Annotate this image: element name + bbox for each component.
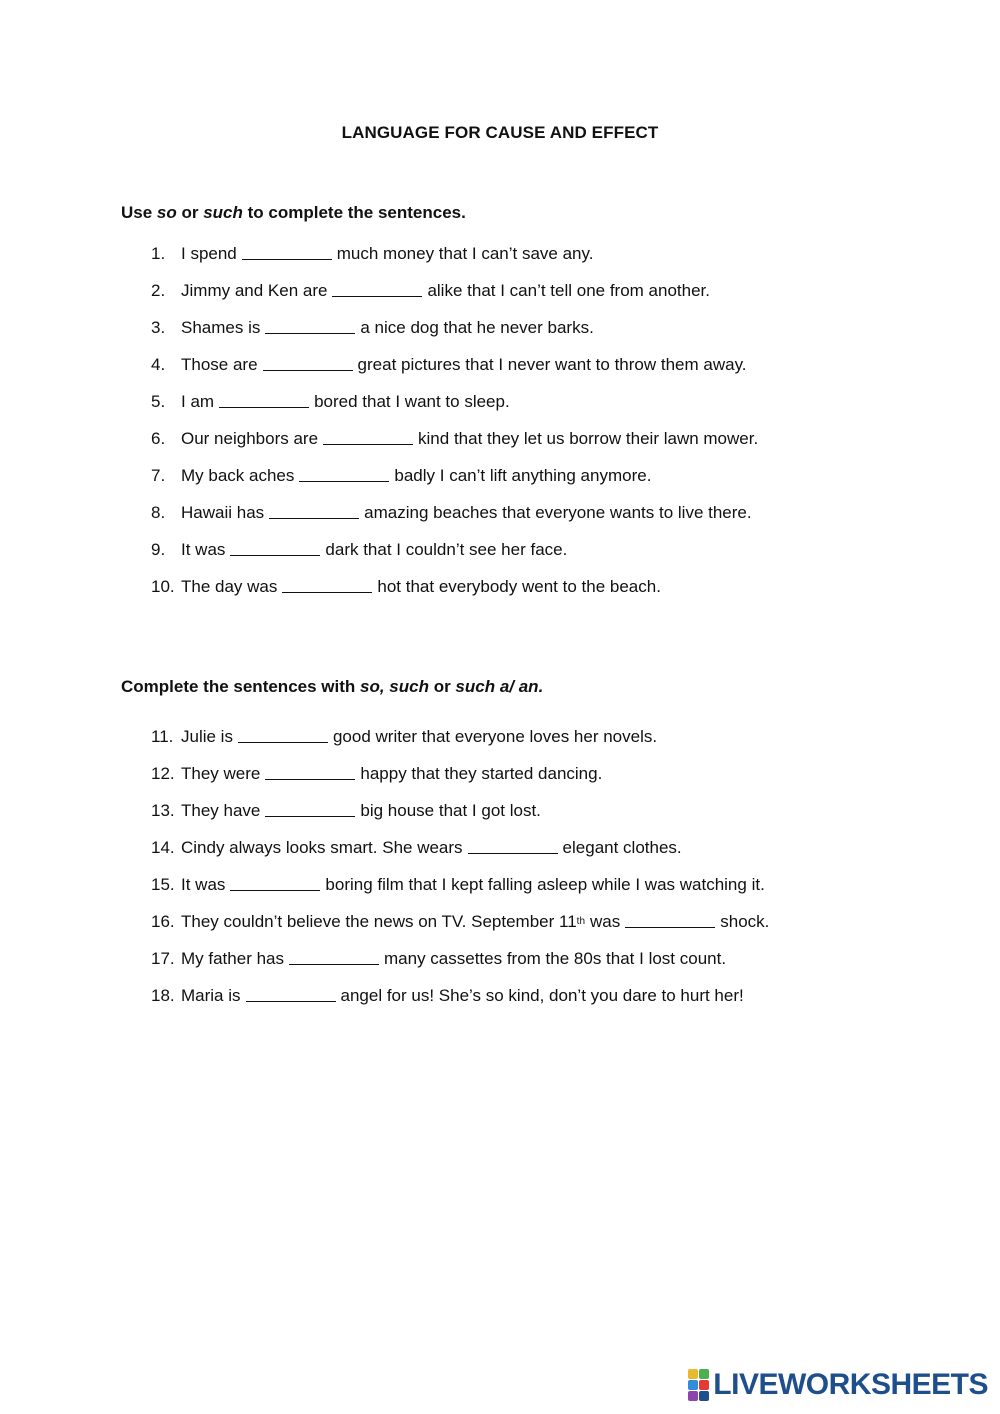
item-text-before: It was [181,540,226,559]
item-text-before: Cindy always looks smart. She wears [181,838,463,857]
exercise-item [151,764,769,801]
instruction-text: Complete the sentences with [121,677,360,696]
answer-blank[interactable] [323,429,413,445]
item-text-after: dark that I couldn’t see her face. [325,540,568,559]
answer-blank[interactable] [230,540,320,556]
item-text-before: Julie is [181,727,233,746]
section2-instruction [121,677,543,697]
instruction-keyword: such [203,203,243,222]
item-number: 2. [151,281,166,300]
item-text-before: It was [181,875,226,894]
answer-blank[interactable] [246,986,336,1002]
item-number: 17. [151,949,175,968]
item-text-after: good writer that everyone loves her novels. [332,727,658,746]
item-number: 14. [151,838,175,857]
instruction-text: or [176,203,204,222]
logo-blocks-icon [688,1369,709,1401]
item-number: 7. [151,466,166,485]
item-text-before: Jimmy and Ken are [181,281,328,300]
logo-block [688,1369,698,1379]
item-text-before: My back aches [181,466,295,485]
exercise-item [151,466,758,503]
item-number: 11. [151,727,174,746]
exercise-item [151,355,758,392]
item-text-before: Those are [181,355,258,374]
instruction-text: Use [121,203,157,222]
item-text-after: amazing beaches that everyone wants to live there. [364,503,752,522]
exercise-item [151,281,758,318]
item-text-after: shock. [720,912,770,931]
section2-exercise-list [151,727,769,1023]
section1-exercise-list [151,244,758,614]
answer-blank[interactable] [219,392,309,408]
item-text-before2: was [590,912,621,931]
answer-blank[interactable] [269,503,359,519]
liveworksheets-logo[interactable] [688,1368,988,1402]
logo-text: LIVEWORKSHEETS [713,1368,988,1401]
item-number: 12. [151,764,175,783]
exercise-item [151,912,769,949]
item-text-after: much money that I can’t save any. [336,244,594,263]
logo-block [688,1380,698,1390]
logo-block [699,1380,709,1390]
exercise-item [151,801,769,838]
section1-instruction [121,203,466,223]
item-text-after: big house that I got lost. [360,801,541,820]
answer-blank[interactable] [625,912,715,928]
item-text-after: boring film that I kept falling asleep while I was watching it. [325,875,765,894]
item-number: 13. [151,801,175,820]
item-text-after: badly I can’t lift anything anymore. [394,466,652,485]
item-superscript: th [576,916,586,927]
item-text-before: Shames is [181,318,261,337]
answer-blank[interactable] [265,318,355,334]
item-text-after: alike that I can’t tell one from another. [427,281,711,300]
item-text-before: I am [181,392,215,411]
item-text-before: My father has [181,949,284,968]
item-number: 16. [151,912,175,931]
answer-blank[interactable] [263,355,353,371]
item-text-after: kind that they let us borrow their lawn mower. [418,429,759,448]
exercise-item [151,875,769,912]
answer-blank[interactable] [282,577,372,593]
item-number: 10. [151,577,175,596]
item-text-before: They were [181,764,261,783]
item-text-after: angel for us! She’s so kind, don’t you dare to hurt her! [340,986,744,1005]
logo-block [699,1391,709,1401]
item-text-after: bored that I want to sleep. [314,392,510,411]
item-number: 9. [151,540,166,559]
instruction-keyword: so, such [360,677,429,696]
instruction-text: or [428,677,456,696]
item-number: 18. [151,986,175,1005]
item-text-after: a nice dog that he never barks. [360,318,594,337]
exercise-item [151,392,758,429]
exercise-item [151,986,769,1023]
answer-blank[interactable] [242,244,332,260]
item-text-before: They have [181,801,261,820]
item-text-after: hot that everybody went to the beach. [377,577,661,596]
answer-blank[interactable] [265,764,355,780]
item-number: 6. [151,429,166,448]
item-text-before: I spend [181,244,237,263]
item-number: 4. [151,355,166,374]
item-number: 1. [151,244,166,263]
logo-block [688,1391,698,1401]
exercise-item [151,244,758,281]
exercise-item [151,540,758,577]
item-number: 15. [151,875,175,894]
exercise-item [151,503,758,540]
instruction-text: to complete the sentences. [242,203,466,222]
answer-blank[interactable] [289,949,379,965]
item-text-after: elegant clothes. [562,838,682,857]
exercise-item [151,838,769,875]
item-text-before: Our neighbors are [181,429,319,448]
logo-block [699,1369,709,1379]
item-text-before: They couldn’t believe the news on TV. September 11 [181,912,577,931]
instruction-keyword: such a/ an. [455,677,544,696]
item-number: 8. [151,503,166,522]
item-text-before: Maria is [181,986,241,1005]
exercise-item [151,727,769,764]
item-number: 5. [151,392,166,411]
worksheet-title: LANGUAGE FOR CAUSE AND EFFECT [341,123,659,142]
answer-blank[interactable] [265,801,355,817]
answer-blank[interactable] [468,838,558,854]
item-text-after: many cassettes from the 80s that I lost count. [384,949,727,968]
instruction-keyword: so [156,203,177,222]
exercise-item [151,577,758,614]
answer-blank[interactable] [230,875,320,891]
exercise-item [151,949,769,986]
item-text-after: happy that they started dancing. [360,764,603,783]
answer-blank[interactable] [299,466,389,482]
exercise-item [151,429,758,466]
item-text-before: The day was [181,577,278,596]
answer-blank[interactable] [238,727,328,743]
item-text-after: great pictures that I never want to throw them away. [357,355,747,374]
item-text-before: Hawaii has [181,503,265,522]
item-number: 3. [151,318,166,337]
answer-blank[interactable] [332,281,422,297]
exercise-item [151,318,758,355]
